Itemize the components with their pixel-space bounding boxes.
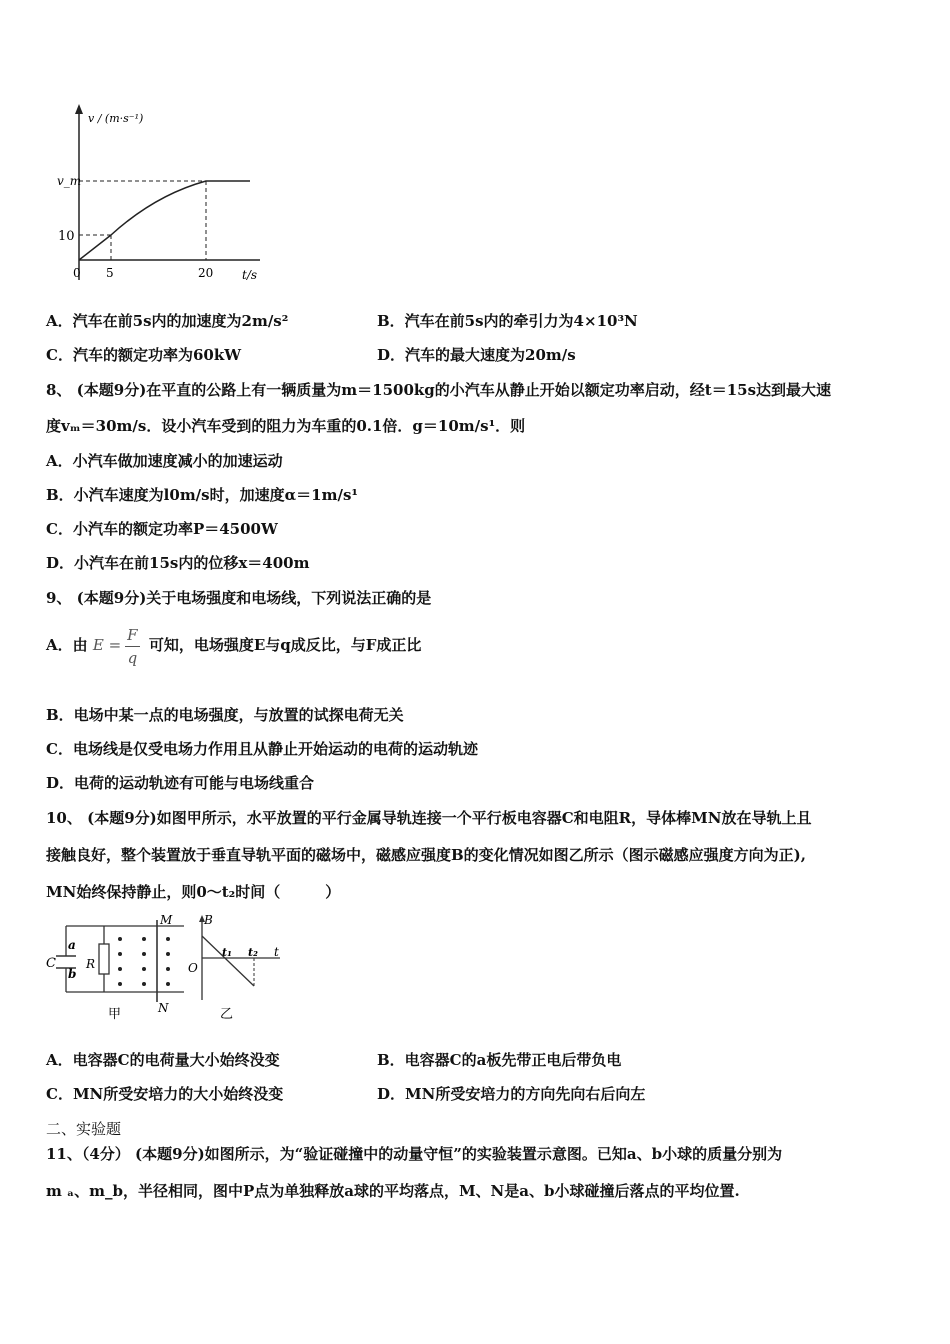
label-t: t [274,945,279,959]
q9-a-prefix: A．由 [46,636,88,654]
q10-stem-line3: MN始终保持静止，则0～t₂时间（ ） [46,883,341,901]
formula-fraction [125,624,139,669]
q9-option-b: B．电场中某一点的电场强度，与放置的试探电荷无关 [46,706,404,724]
formula-denominator: q [127,648,138,667]
q10-option-d: D．MN所受安培力的方向先向右后向左 [377,1085,646,1103]
q9-stem: 9、 (本题9分)关于电场强度和电场线，下列说法正确的是 [46,589,432,607]
section-heading-experiments: 二、实验题 [46,1120,122,1138]
b-line [202,936,254,986]
resistor [99,944,109,974]
q8-option-d: D．小汽车在前15s内的位移x＝400m [46,554,310,572]
q8-option-a: A．小汽车做加速度减小的加速运动 [46,452,283,470]
q9-option-c: C．电场线是仅受电场力作用且从静止开始运动的电荷的运动轨迹 [46,740,478,758]
caption-yi: 乙 [220,1007,234,1022]
label-t1: t₁ [222,946,232,959]
q11-stem-line1: 11、（4分） (本题9分)如图所示，为“验证碰撞中的动量守恒”的实验装置示意图。已知a、b小球的质量分别为 [46,1145,783,1163]
q11-stem-line2: m ₐ、m_b，半径相同，图中P点为单独释放a球的平均落点，M、N是a、b小球碰撞后落点的平均位置. [46,1182,740,1200]
q9-a-suffix: 可知，电场强度E与q成反比，与F成正比 [148,636,422,654]
q8-option-b: B．小汽车速度为l0m/s时，加速度α＝1m/s¹ [46,486,358,504]
caption-jia: 甲 [108,1007,122,1022]
label-M: M [160,913,173,927]
x-tick-0: 0 [73,266,81,280]
label-R: R [86,957,96,971]
circuit-figure-jia [44,912,194,1024]
formula-lhs: E = [92,636,122,654]
y-axis-arrow-icon [75,104,83,114]
q9-option-d: D．电荷的运动轨迹有可能与电场线重合 [46,774,315,792]
magnetic-field-dots [118,937,170,986]
label-C: C [46,956,56,971]
q10-stem-line1: 10、 (本题9分)如图甲所示，水平放置的平行金属导轨连接一个平行板电容器C和电阻R，导体棒MN放在导轨上且 [46,809,812,827]
vm-label: v_m [57,174,82,188]
label-N: N [158,1001,169,1015]
q7-option-c: C．汽车的额定功率为60kW [46,346,242,364]
y-axis-label: v / (m·s⁻¹) [88,112,144,125]
label-a: a [68,938,76,952]
label-t2: t₂ [248,946,258,959]
label-O: O [188,961,198,975]
q7-option-b: B．汽车在前5s内的牵引力为4×10³N [377,312,638,330]
x-tick-20: 20 [198,266,214,280]
q9-option-a [46,622,421,669]
formula-numerator: F [125,624,139,647]
q8-stem-line2: 度vₘ＝30m/s．设小汽车受到的阻力为车重的0.1倍．g＝10m/s¹．则 [46,417,526,435]
q8-stem-line1: 8、 (本题9分)在平直的公路上有一辆质量为m＝1500kg的小汽车从静止开始以额定功率启动，经t＝15s达到最大速 [46,381,832,399]
velocity-time-graph [50,100,270,290]
x-tick-5: 5 [106,266,114,280]
label-B: B [204,913,213,927]
q7-option-a: A．汽车在前5s内的加速度为2m/s² [46,312,289,330]
label-b: b [68,967,77,981]
q7-option-d: D．汽车的最大速度为20m/s [377,346,576,364]
q8-option-c: C．小汽车的额定功率P＝4500W [46,520,278,538]
velocity-curve [79,181,250,260]
q10-option-a: A．电容器C的电荷量大小始终没变 [46,1051,280,1069]
y-tick-10: 10 [58,229,75,244]
q10-option-c: C．MN所受安培力的大小始终没变 [46,1085,284,1103]
q10-option-b: B．电容器C的a板先带正电后带负电 [377,1051,622,1069]
x-axis-label: t/s [242,268,258,282]
bt-graph-yi [186,912,286,1024]
q10-stem-line2: 接触良好，整个装置放于垂直导轨平面的磁场中，磁感应强度B的变化情况如图乙所示（图示磁感应强度方向为正), [46,846,807,864]
